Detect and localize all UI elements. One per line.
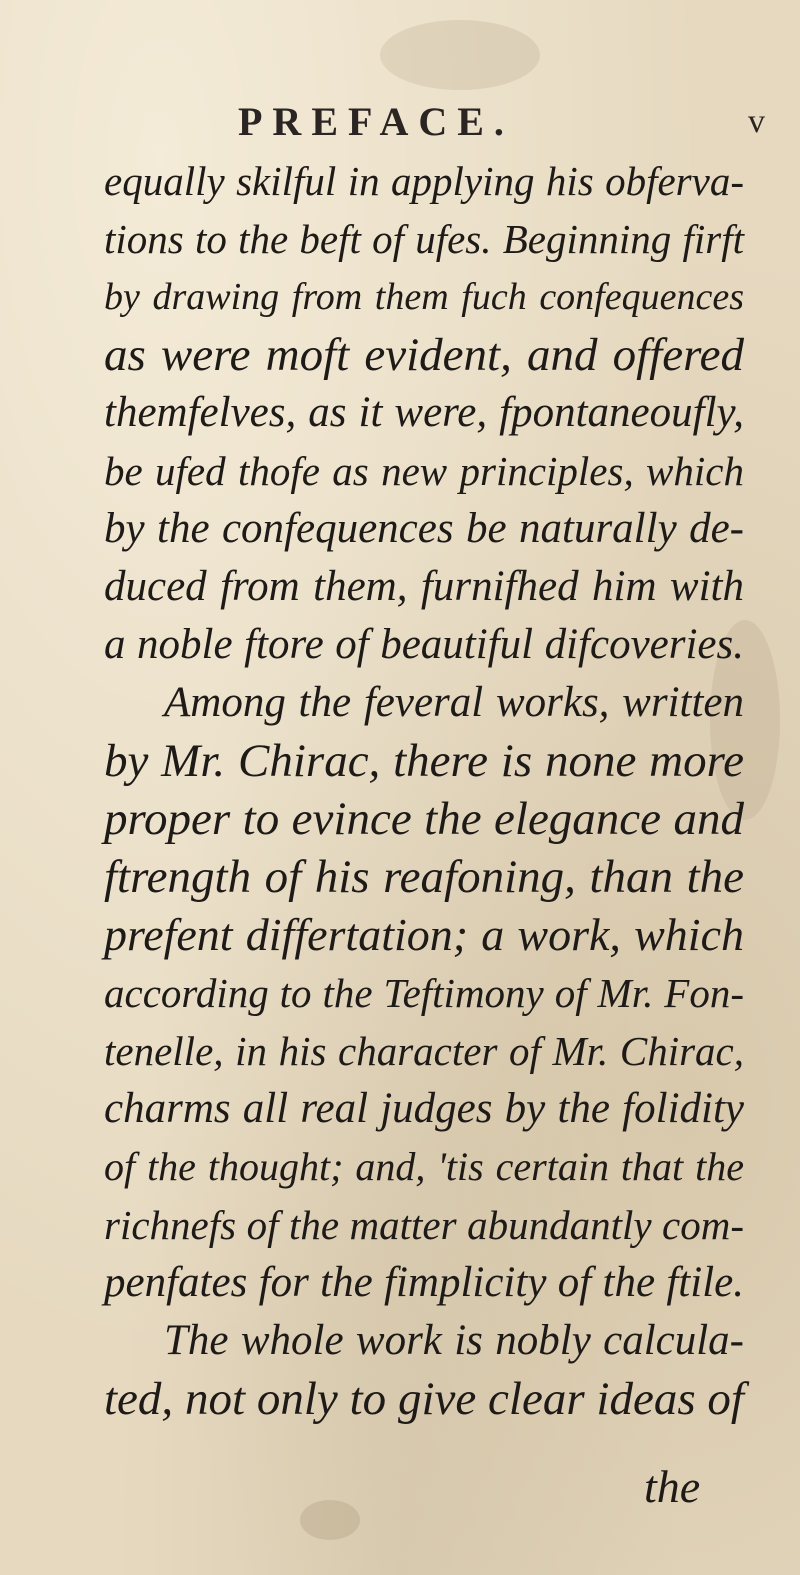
text-line: according to the Teftimony of Mr. Fon-: [104, 970, 744, 1016]
text-line: of the thought; and, 'tis certain that the: [104, 1144, 744, 1189]
text-line: equally skilful in applying his obferva-: [104, 158, 744, 204]
paper-stain: [300, 1500, 360, 1540]
text-line: prefent differtation; a work, which: [104, 909, 744, 960]
text-line: ted, not only to give clear ideas of: [104, 1373, 744, 1425]
text-line: penfates for the fimplicity of the ftile.: [104, 1259, 744, 1306]
text-line: The whole work is nobly calcula-: [164, 1317, 744, 1364]
text-line: by drawing from them fuch confequences: [104, 276, 744, 318]
text-line: by the confequences be naturally de-: [104, 505, 744, 552]
paper-stain: [380, 20, 540, 90]
text-line: be ufed thofe as new principles, which: [104, 448, 744, 494]
text-line: tenelle, in his character of Mr. Chirac,: [104, 1028, 744, 1074]
running-head-title: PREFACE.: [238, 99, 514, 144]
text-line: charms all real judges by the folidity: [104, 1085, 744, 1132]
text-line: tions to the beft of ufes. Beginning firft: [104, 216, 744, 262]
text-line: a noble ftore of beautiful difcoveries.: [104, 621, 744, 668]
body-text: [104, 152, 744, 1428]
text-line: as were moft evident, and offered: [104, 329, 744, 381]
text-line: proper to evince the elegance and: [104, 793, 744, 845]
running-head: [0, 100, 800, 144]
page-number: v: [748, 103, 765, 140]
text-line: richnefs of the matter abundantly com-: [104, 1202, 744, 1248]
text-line: by Mr. Chirac, there is none more: [104, 735, 744, 787]
text-line: duced from them, furnifhed him with: [104, 563, 744, 610]
text-line: ftrength of his reafoning, than the: [104, 851, 744, 903]
catchword: the: [644, 1461, 701, 1512]
text-line: themfelves, as it were, fpontaneoufly,: [104, 389, 744, 436]
text-line: Among the feveral works, written: [164, 679, 744, 726]
